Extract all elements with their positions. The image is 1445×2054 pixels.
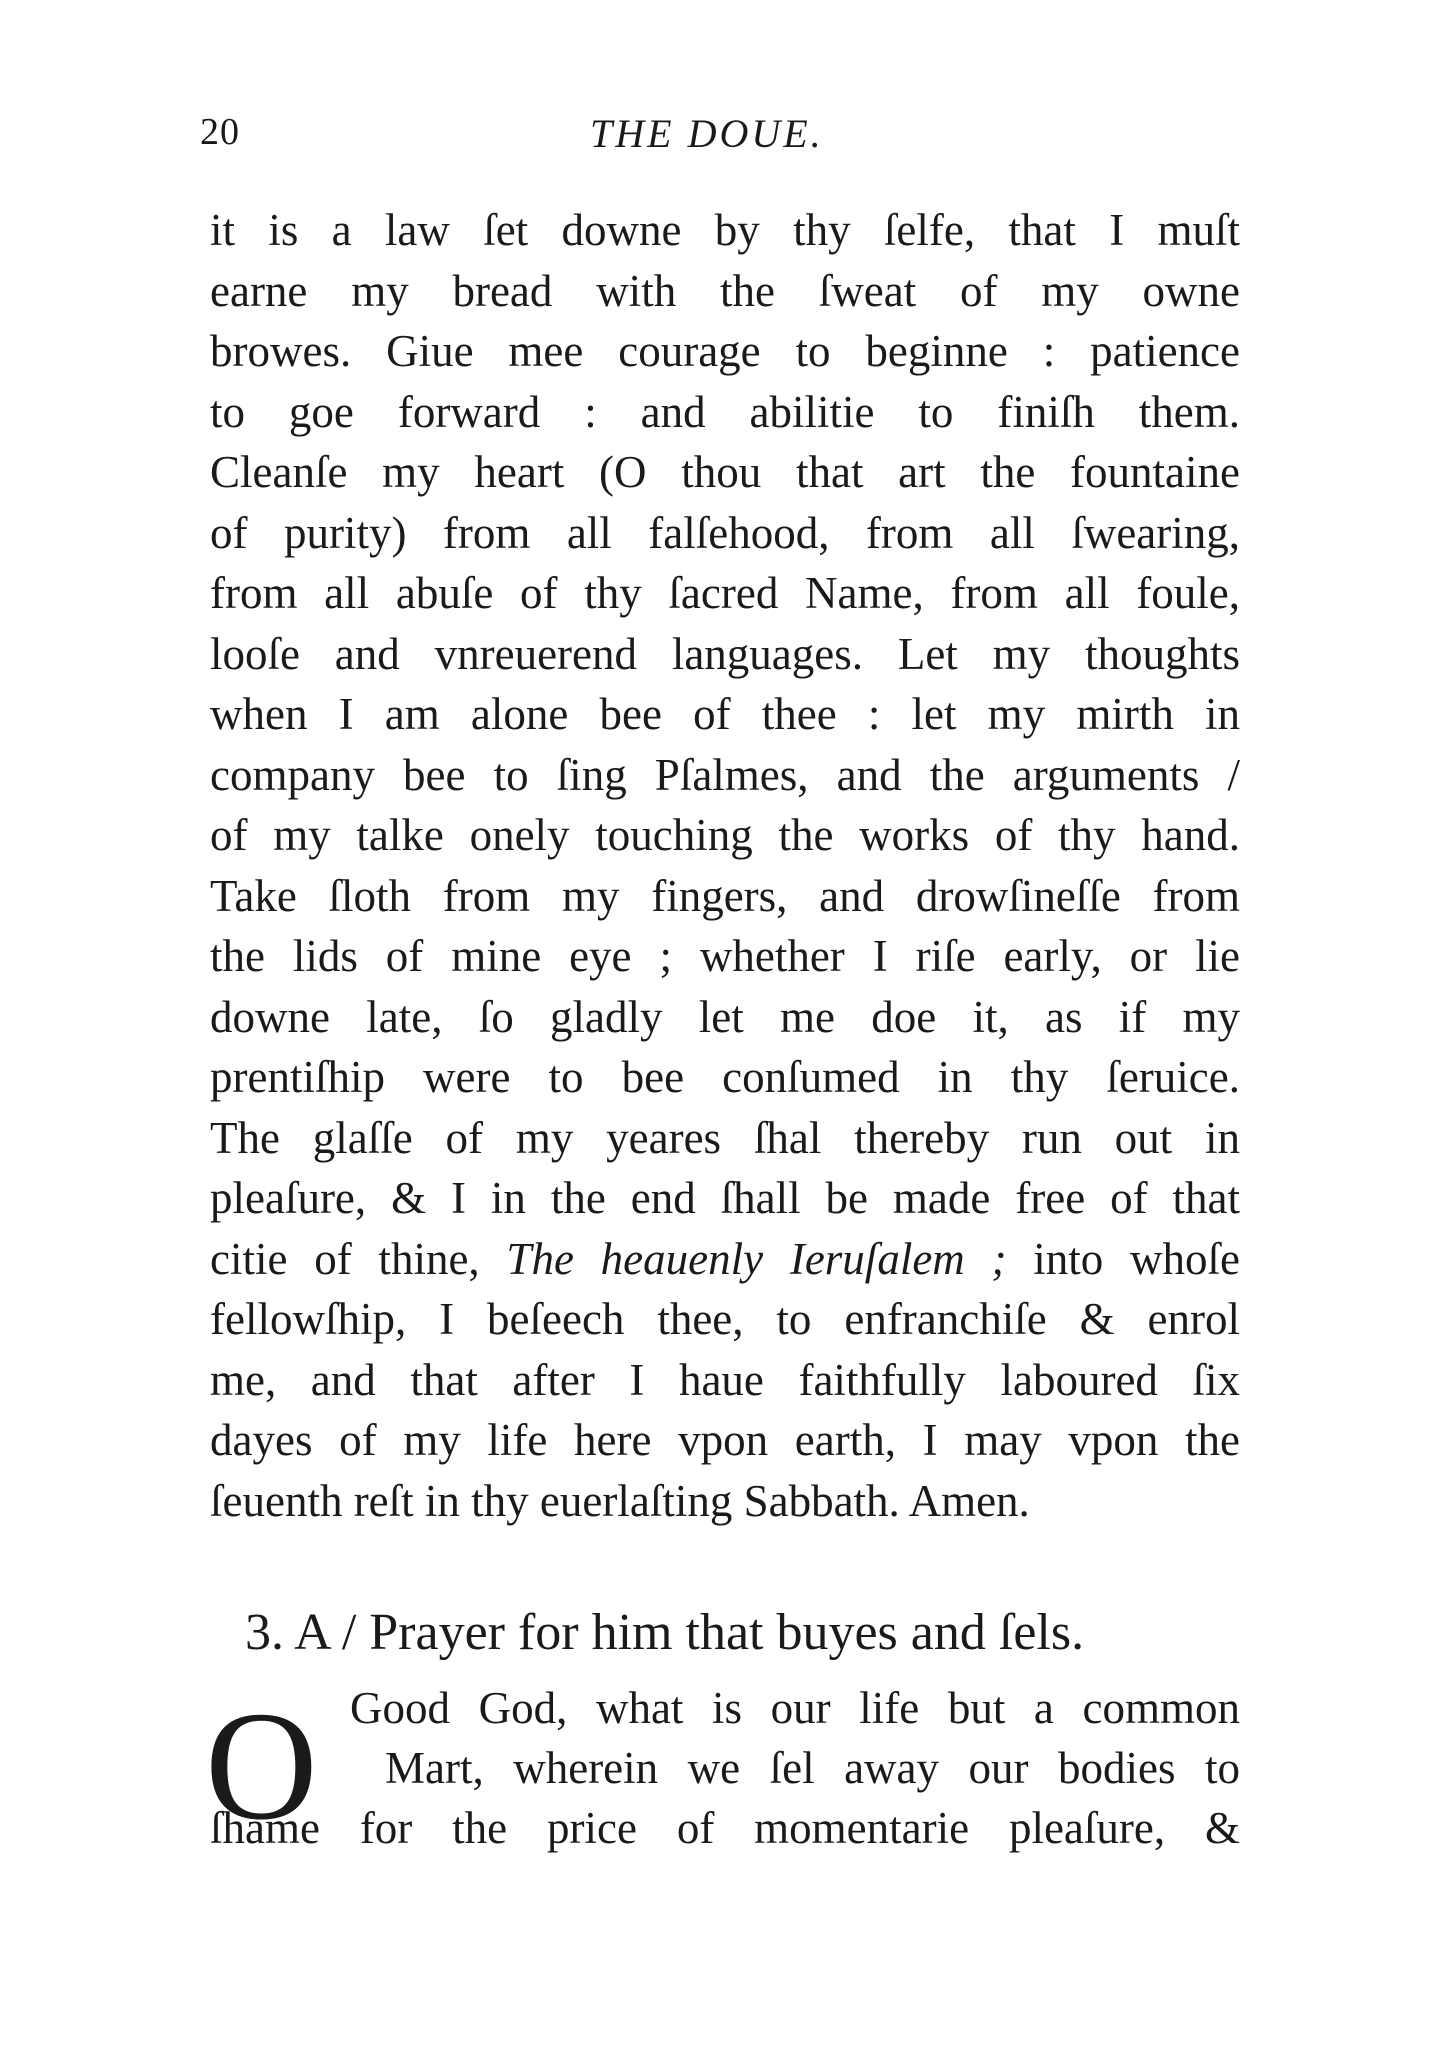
text-line: Cleanſe my heart (O thou that art the fountaine [210, 447, 1240, 497]
text-line: downe late, ſo gladly let me doe it, as if my [210, 991, 1240, 1042]
text-line: ſeuenth reſt in thy euerlaſting Sabbath. Amen. [210, 1475, 1030, 1526]
text-line: of purity) from all falſehood, from all ſwearing, [210, 507, 1240, 558]
running-title: THE DOUE. [590, 111, 824, 156]
text-line: from all abuſe of thy ſacred Name, from all foule, [210, 568, 1240, 618]
drop-cap: O [205, 1679, 318, 1852]
body-paragraph [210, 200, 1240, 1531]
text-line-with-italic [210, 1229, 1240, 1290]
section-heading: 3. A / Prayer for him that buyes and ſels. [245, 1604, 1085, 1661]
text-span: citie of thine, [210, 1233, 507, 1284]
text-line: browes. Giue mee courage to beginne : patience [210, 326, 1240, 376]
text-line: when I am alone bee of thee : let my mirth in [210, 689, 1240, 739]
text-line: it is a law ſet downe by thy ſelfe, that I muſt [210, 205, 1240, 255]
italic-phrase: The heauenly Ieruſalem ; [506, 1233, 1007, 1284]
text-line: company bee to ſing Pſalmes, and the arguments / [210, 749, 1240, 800]
text-line: to goe forward : and abilitie to finiſh them. [210, 386, 1240, 437]
text-line: the lids of mine eye ; whether I riſe early, or lie [210, 931, 1240, 981]
text-line: of my talke onely touching the works of thy hand. [210, 810, 1240, 860]
text-line: Good God, what is our life but a common [350, 1683, 1240, 1733]
text-line: The glaſſe of my yeares ſhal thereby run out in [210, 1112, 1240, 1163]
text-line: Take ſloth from my fingers, and drowſineſſe from [210, 870, 1240, 921]
text-line: Mart, wherein we ſel away our bodies to [385, 1743, 1240, 1793]
text-span: into whoſe [1006, 1233, 1241, 1284]
text-line: pleaſure, & I in the end ſhall be made free of that [210, 1173, 1240, 1223]
page-number: 20 [200, 111, 240, 153]
text-line: prentiſhip were to bee conſumed in thy ſeruice. [210, 1052, 1240, 1102]
text-line: fellowſhip, I beſeech thee, to enfranchiſe & enrol [210, 1294, 1240, 1344]
text-line: dayes of my life here vpon earth, I may vpon the [210, 1415, 1240, 1465]
text-line: earne my bread with the ſweat of my owne [210, 265, 1240, 316]
text-line: looſe and vnreuerend languages. Let my thoughts [210, 628, 1240, 679]
text-line: ſhame for the price of momentarie pleaſure, & [210, 1803, 1240, 1853]
page-header [0, 110, 1445, 170]
text-line: me, and that after I haue faithfully laboured ſix [210, 1354, 1240, 1405]
